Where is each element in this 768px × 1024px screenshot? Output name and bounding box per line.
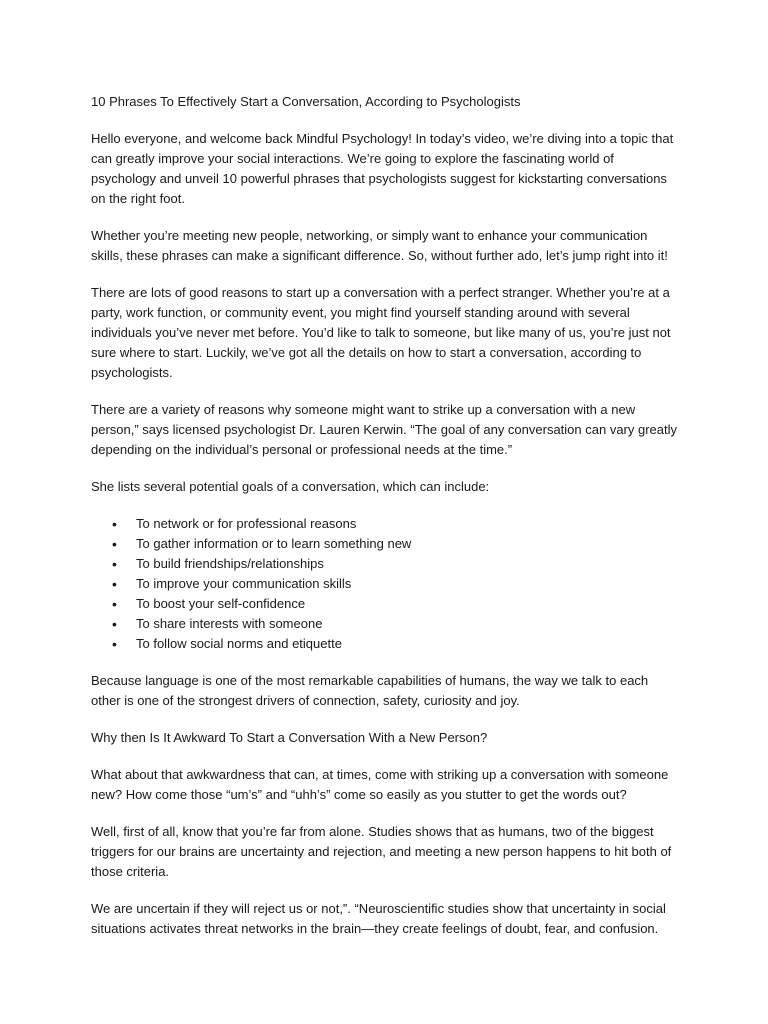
paragraph-awkwardness: What about that awkwardness that can, at times, come with striking up a conversation with someone new? How come those “um’s” and “uhh’s” come so easily as you stutter to get the words out? — [91, 767, 669, 802]
bullet-icon: • — [112, 596, 117, 612]
list-item: • To follow social norms and etiquette — [112, 636, 342, 652]
bullet-icon: • — [112, 576, 117, 592]
goals-list — [91, 514, 678, 654]
paragraph-quote: There are a variety of reasons why someone might want to strike up a conversation with a new person,” says licensed psychologist Dr. Lauren Kerwin. “The goal of any conversation can vary greatly depending on the individual’s personal or professional needs at the time.” — [91, 402, 678, 457]
list-item: • To build friendships/relationships — [112, 556, 324, 572]
list-item: • To boost your self-confidence — [112, 596, 306, 612]
paragraph-uncertain: We are uncertain if they will reject us or not,”. “Neuroscientific studies show that uncertainty in social situations activates threat networks in the brain—they create feelings of doubt, fear, and confusion. — [91, 901, 666, 936]
bullet-icon: • — [112, 556, 117, 572]
bullet-icon: • — [112, 516, 117, 532]
paragraph-reasons: There are lots of good reasons to start up a conversation with a perfect stranger. Whether you’re at a party, work function, or community event, you might find yourself standing around with several individuals you’ve never met before. You’d like to talk to someone, but like many of us, you’re just not sure where to start. Luckily, we’ve got all the details on how to start a conversation, according to psychologists. — [91, 285, 671, 380]
list-item: • To improve your communication skills — [112, 576, 352, 592]
bullet-icon: • — [112, 536, 117, 552]
list-item: • To network or for professional reasons — [112, 516, 357, 532]
list-item: • To gather information or to learn something new — [112, 536, 412, 552]
bullet-icon: • — [112, 636, 117, 652]
paragraph-intro: Hello everyone, and welcome back Mindful Psychology! In today’s video, we’re diving into a topic that can greatly improve your social interactions. We’re going to explore the fascinating world of psychology and unveil 10 powerful phrases that psychologists suggest for kickstarting conversations on the right foot. — [91, 131, 674, 206]
paragraph-whether: Whether you’re meeting new people, networking, or simply want to enhance your communication skills, these phrases can make a significant difference. So, without further ado, let’s jump right into it! — [91, 228, 668, 263]
paragraph-not-alone: Well, first of all, know that you’re far from alone. Studies shows that as humans, two of the biggest triggers for our brains are uncertainty and rejection, and meeting a new person happens to hit both of those criteria. — [91, 824, 672, 879]
document-title: 10 Phrases To Effectively Start a Conversation, According to Psychologists — [91, 94, 521, 109]
paragraph-language: Because language is one of the most remarkable capabilities of humans, the way we talk to each other is one of the strongest drivers of connection, safety, curiosity and joy. — [91, 673, 649, 708]
paragraph-goals-intro: She lists several potential goals of a conversation, which can include: — [91, 479, 490, 494]
bullet-icon: • — [112, 616, 117, 632]
list-item: • To share interests with someone — [112, 616, 323, 632]
section-heading: Why then Is It Awkward To Start a Conversation With a New Person? — [91, 730, 488, 745]
